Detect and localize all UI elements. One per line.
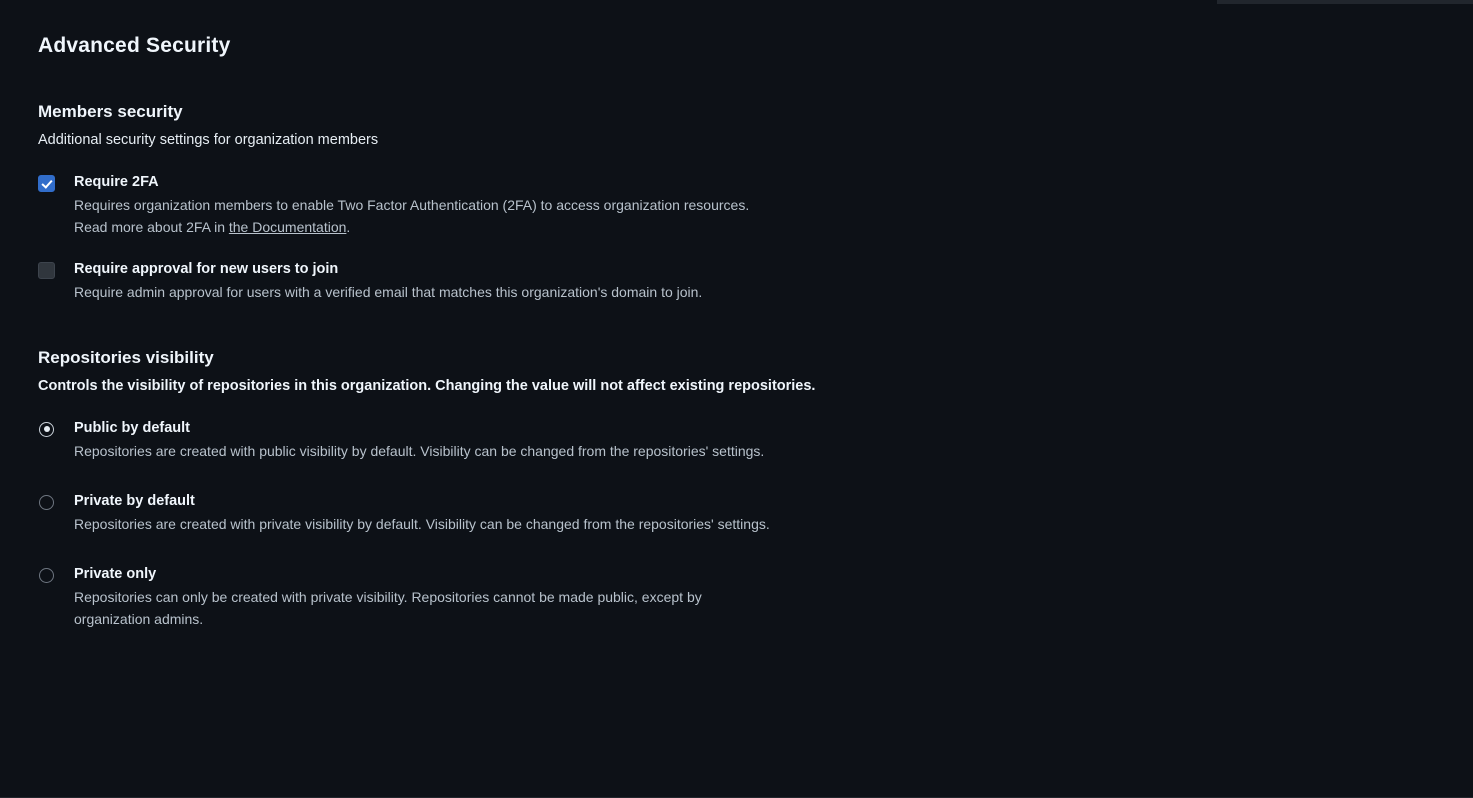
option-private-only[interactable] [38,566,1435,631]
option-private-by-default[interactable] [38,493,1435,536]
public-by-default-radio[interactable] [39,422,54,437]
repositories-visibility-title: Repositories visibility [38,347,214,367]
public-by-default-label: Public by default [74,419,191,436]
require-approval-description: Require admin approval for users with a verified email that matches this organization's domain to join. [74,284,703,301]
members-security-title: Members security [38,102,183,121]
repositories-visibility-description: Controls the visibility of repositories in this organization. Changing the value will not affect existing repositories. [38,377,816,394]
page-title: Advanced Security [38,34,231,57]
public-by-default-description: Repositories are created with public visibility by default. Visibility can be changed from the repositories' settings. [74,443,765,460]
require-2fa-label: Require 2FA [74,174,159,190]
members-security-section [38,102,1435,304]
require-2fa-description [74,195,774,238]
require-approval-label: Require approval for new users to join [74,260,339,277]
private-by-default-label: Private by default [74,492,195,509]
documentation-link[interactable]: the Documentation [228,219,347,236]
require-approval-checkbox[interactable] [38,262,55,279]
repositories-visibility-options [38,420,1435,631]
require-2fa-description-text: Requires organization members to enable Two Factor Authentication (2FA) to access organization resources. Read more about 2FA in [74,197,750,236]
private-only-description: Repositories can only be created with private visibility. Repositories cannot be made public, except by organization admins. [74,589,702,628]
top-strip [1217,0,1473,4]
private-only-radio[interactable] [39,568,54,583]
require-2fa-description-tail: . [346,219,351,236]
option-require-approval[interactable] [38,261,1435,304]
repositories-visibility-section [38,348,1435,631]
private-by-default-description: Repositories are created with private visibility by default. Visibility can be changed from the repositories' settings. [74,516,770,533]
members-security-options [38,174,1435,304]
option-require-2fa[interactable] [38,174,1435,239]
members-security-description: Additional security settings for organization members [38,132,379,148]
private-only-label: Private only [74,566,157,582]
require-2fa-checkbox[interactable] [38,175,55,192]
option-public-by-default[interactable] [38,420,1435,463]
private-by-default-radio[interactable] [39,495,54,510]
